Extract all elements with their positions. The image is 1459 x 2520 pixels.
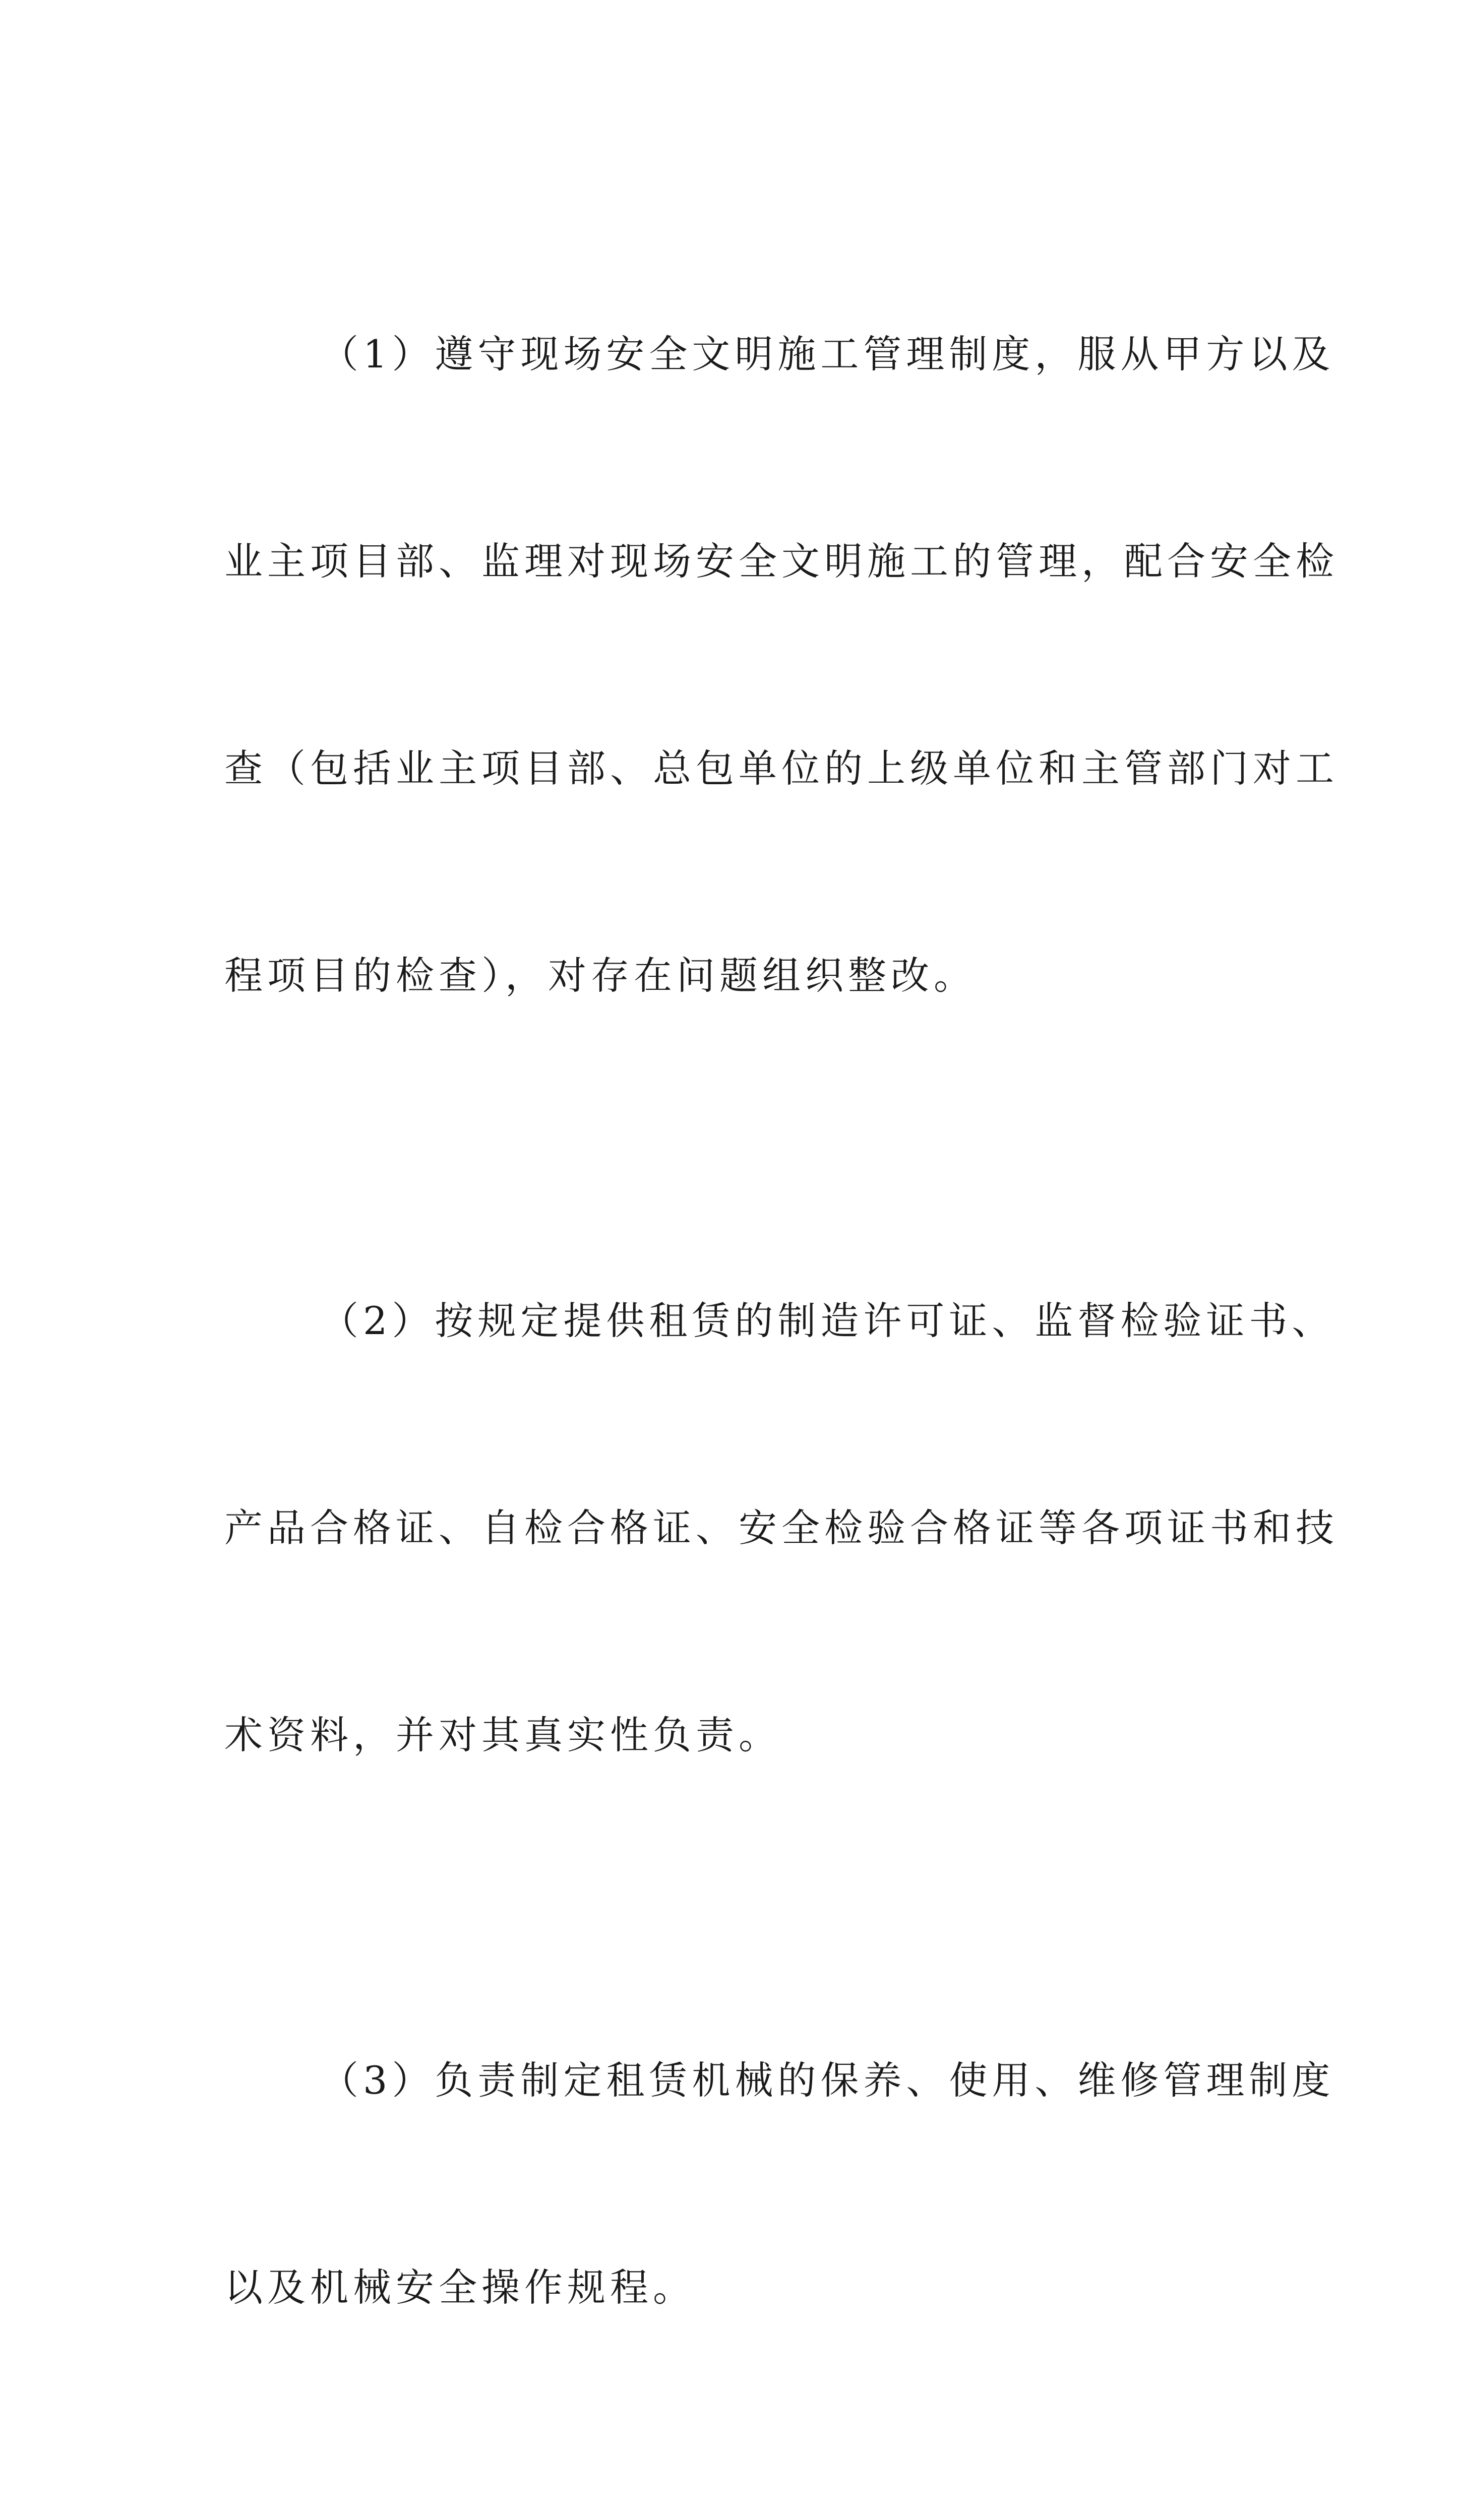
- paragraph-1: [224, 181, 1339, 1148]
- text-line: 程项目的检查），对存在问题组织整改。: [224, 953, 977, 998]
- text-line: 查（包括业主项目部、总包单位的上级单位和主管部门对工: [224, 746, 1339, 791]
- text-line: 以及机械安全操作规程。: [224, 2265, 696, 2310]
- text-line: （2）按规定提供租赁的制造许可证、监督检验证书、: [320, 1298, 1335, 1343]
- text-line: 业主项目部、监理对现场安全文明施工的管理，配合安全检: [224, 539, 1339, 584]
- paragraph-2: [224, 1148, 1339, 1908]
- text-line: 术资料，并对其真实性负责。: [224, 1713, 781, 1757]
- document-body: [224, 181, 1339, 2520]
- text-line: 产品合格证、自检合格证、安全检验合格证等各项证书和技: [224, 1505, 1339, 1550]
- paragraph-4: [224, 2460, 1263, 2520]
- text-line: （3）负责制定租赁机械的保养、使用、维修管理制度: [320, 2058, 1335, 2103]
- text-line: （1）遵守现场安全文明施工管理制度，服从甲方以及: [320, 332, 1335, 376]
- paragraph-3: [224, 1908, 1335, 2460]
